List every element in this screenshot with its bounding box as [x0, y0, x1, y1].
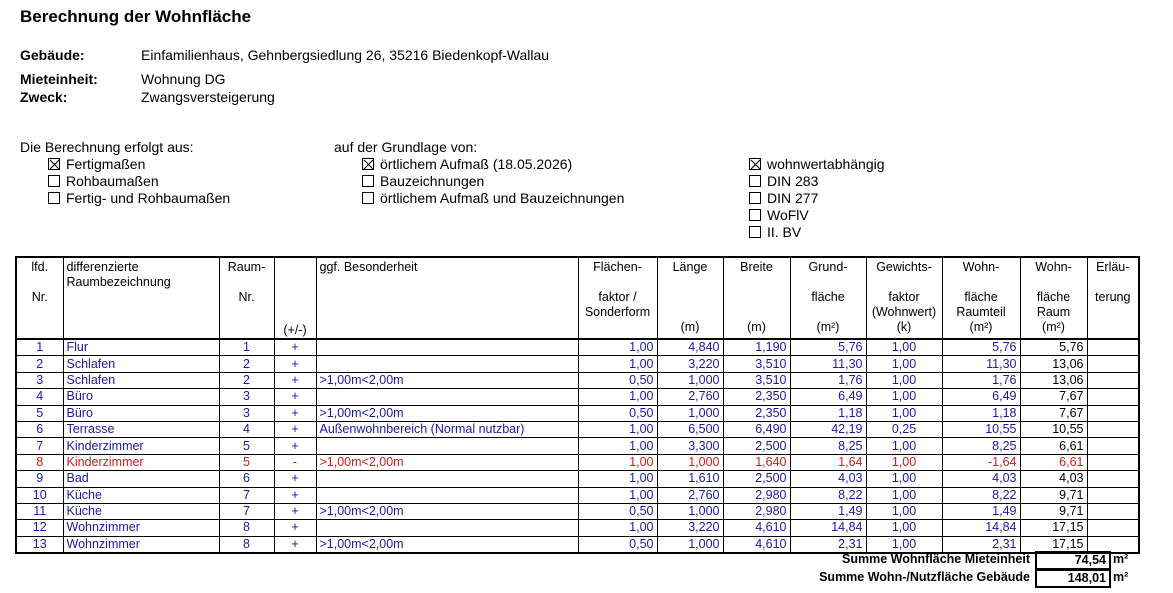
row-flaechenfaktor: 1,00	[578, 421, 657, 437]
row-bezeichnung: Flur	[63, 339, 219, 356]
row-besonderheit: >1,00m<2,00m	[316, 536, 578, 553]
row-bezeichnung: Kinderzimmer	[63, 454, 219, 470]
zweck-value: Zwangsversteigerung	[141, 89, 275, 105]
row-flaechenfaktor: 1,00	[578, 356, 657, 372]
row-laenge: 1,000	[657, 372, 723, 388]
table-row	[16, 421, 1139, 437]
row-erlaeuterung	[1087, 438, 1139, 454]
row-plus-minus: +	[274, 389, 316, 405]
row-flaechenfaktor: 0,50	[578, 372, 657, 388]
row-bezeichnung: Küche	[63, 503, 219, 519]
row-wohnflaeche-raumteil: 4,03	[942, 471, 1020, 487]
row-wohnflaeche-raumteil: 1,49	[942, 503, 1020, 519]
table-row	[16, 339, 1139, 356]
row-plus-minus: +	[274, 339, 316, 356]
row-wohnflaeche-raum: 4,03	[1020, 471, 1087, 487]
row-laenge: 4,840	[657, 339, 723, 356]
row-plus-minus: +	[274, 356, 316, 372]
basis-options	[48, 155, 230, 206]
row-plus-minus: +	[274, 438, 316, 454]
checkbox-iibv[interactable]: II. BV	[749, 223, 885, 240]
row-nr: 10	[16, 487, 63, 503]
row-erlaeuterung	[1087, 520, 1139, 536]
row-nr: 2	[16, 356, 63, 372]
mieteinheit-label: Mieteinheit:	[20, 71, 98, 87]
grundlage-options	[362, 155, 624, 206]
row-gewichtsfaktor: 1,00	[866, 372, 942, 388]
summe-mieteinheit-unit: m²	[1113, 552, 1129, 566]
row-wohnflaeche-raum: 9,71	[1020, 487, 1087, 503]
row-breite: 2,500	[723, 438, 790, 454]
row-gewichtsfaktor: 1,00	[866, 471, 942, 487]
gebaeude-value: Einfamilienhaus, Gehnbergsiedlung 26, 35216 Biedenkopf-Wallau	[141, 47, 550, 63]
checkbox-aufmass-bauzeichnungen[interactable]: örtlichem Aufmaß und Bauzeichnungen	[362, 189, 624, 206]
checkbox-din283[interactable]: DIN 283	[749, 172, 885, 189]
page-title: Berechnung der Wohnfläche	[20, 7, 252, 26]
header-flaechenfaktor: Flächen- faktor / Sonderform	[578, 257, 657, 339]
row-gewichtsfaktor: 1,00	[866, 454, 942, 470]
header-bezeichnung: differenzierte Raumbezeichnung	[63, 257, 219, 339]
grundlage-heading: auf der Grundlage von:	[334, 139, 478, 155]
header-breite: Breite (m)	[723, 257, 790, 339]
row-wohnflaeche-raumteil: 11,30	[942, 356, 1020, 372]
header-nr: lfd. Nr.	[16, 257, 63, 339]
row-gewichtsfaktor: 1,00	[866, 356, 942, 372]
row-laenge: 1,000	[657, 536, 723, 553]
row-grundflaeche: 1,64	[790, 454, 866, 470]
checkbox-din277[interactable]: DIN 277	[749, 189, 885, 206]
basis-heading: Die Berechnung erfolgt aus:	[20, 139, 194, 155]
row-breite: 1,640	[723, 454, 790, 470]
mieteinheit-value: Wohnung DG	[141, 71, 226, 87]
row-wohnflaeche-raum: 7,67	[1020, 405, 1087, 421]
row-raum-nr: 5	[219, 454, 274, 470]
row-wohnflaeche-raum: 9,71	[1020, 503, 1087, 519]
gebaeude-label: Gebäude:	[20, 47, 85, 63]
row-laenge: 3,220	[657, 520, 723, 536]
row-raum-nr: 3	[219, 405, 274, 421]
header-raum-nr: Raum- Nr.	[219, 257, 274, 339]
row-bezeichnung: Küche	[63, 487, 219, 503]
row-plus-minus: +	[274, 536, 316, 553]
checkbox-bauzeichnungen[interactable]: Bauzeichnungen	[362, 172, 624, 189]
row-raum-nr: 4	[219, 421, 274, 437]
row-grundflaeche: 1,76	[790, 372, 866, 388]
row-erlaeuterung	[1087, 339, 1139, 356]
row-gewichtsfaktor: 0,25	[866, 421, 942, 437]
row-flaechenfaktor: 1,00	[578, 339, 657, 356]
table-row	[16, 405, 1139, 421]
row-laenge: 1,000	[657, 503, 723, 519]
row-grundflaeche: 1,18	[790, 405, 866, 421]
row-wohnflaeche-raum: 10,55	[1020, 421, 1087, 437]
checkbox-icon	[749, 209, 761, 221]
row-laenge: 2,760	[657, 389, 723, 405]
checkbox-woflv[interactable]: WoFlV	[749, 206, 885, 223]
row-flaechenfaktor: 1,00	[578, 438, 657, 454]
row-wohnflaeche-raumteil: 2,31	[942, 536, 1020, 553]
row-besonderheit: >1,00m<2,00m	[316, 405, 578, 421]
row-nr: 1	[16, 339, 63, 356]
row-wohnflaeche-raumteil: 1,76	[942, 372, 1020, 388]
row-besonderheit	[316, 487, 578, 503]
row-breite: 3,510	[723, 356, 790, 372]
row-plus-minus: +	[274, 405, 316, 421]
row-plus-minus: +	[274, 372, 316, 388]
checkbox-icon	[749, 192, 761, 204]
row-besonderheit: >1,00m<2,00m	[316, 454, 578, 470]
row-raum-nr: 8	[219, 520, 274, 536]
row-breite: 2,500	[723, 471, 790, 487]
row-plus-minus: +	[274, 487, 316, 503]
row-bezeichnung: Schlafen	[63, 372, 219, 388]
row-wohnflaeche-raum: 6,61	[1020, 438, 1087, 454]
row-grundflaeche: 14,84	[790, 520, 866, 536]
checkbox-icon	[48, 175, 60, 187]
header-plus-minus: (+/-)	[274, 257, 316, 339]
row-bezeichnung: Terrasse	[63, 421, 219, 437]
norm-options	[749, 155, 885, 240]
row-grundflaeche: 8,25	[790, 438, 866, 454]
row-wohnflaeche-raum: 5,76	[1020, 339, 1087, 356]
row-raum-nr: 2	[219, 356, 274, 372]
header-besonderheit: ggf. Besonderheit	[316, 257, 578, 339]
row-flaechenfaktor: 0,50	[578, 536, 657, 553]
row-flaechenfaktor: 1,00	[578, 471, 657, 487]
table-row	[16, 438, 1139, 454]
row-breite: 4,610	[723, 520, 790, 536]
row-besonderheit	[316, 471, 578, 487]
row-erlaeuterung	[1087, 356, 1139, 372]
row-bezeichnung: Wohnzimmer	[63, 520, 219, 536]
row-nr: 7	[16, 438, 63, 454]
row-grundflaeche: 8,22	[790, 487, 866, 503]
row-wohnflaeche-raum: 17,15	[1020, 536, 1087, 553]
row-raum-nr: 2	[219, 372, 274, 388]
row-grundflaeche: 4,03	[790, 471, 866, 487]
table-row	[16, 454, 1139, 470]
row-gewichtsfaktor: 1,00	[866, 339, 942, 356]
row-erlaeuterung	[1087, 389, 1139, 405]
row-nr: 3	[16, 372, 63, 388]
checkbox-icon	[362, 175, 374, 187]
checkbox-aufmass[interactable]: örtlichem Aufmaß (18.05.2026)	[362, 155, 624, 172]
row-plus-minus: +	[274, 421, 316, 437]
table-row	[16, 356, 1139, 372]
row-breite: 2,980	[723, 503, 790, 519]
table-body	[16, 339, 1139, 553]
summe-gebaeude-unit: m²	[1113, 570, 1129, 584]
header-gewichtsfaktor: Gewichts- faktor (Wohnwert) (k)	[866, 257, 942, 339]
row-bezeichnung: Kinderzimmer	[63, 438, 219, 454]
checkbox-fertig-rohbaumasse[interactable]: Fertig- und Rohbaumaßen	[48, 189, 230, 206]
table-row	[16, 520, 1139, 536]
row-gewichtsfaktor: 1,00	[866, 520, 942, 536]
row-plus-minus: -	[274, 454, 316, 470]
row-erlaeuterung	[1087, 405, 1139, 421]
header-wohnflaeche-raumteil: Wohn- fläche Raumteil (m²)	[942, 257, 1020, 339]
row-gewichtsfaktor: 1,00	[866, 389, 942, 405]
row-besonderheit	[316, 339, 578, 356]
header-wohnflaeche-raum: Wohn- fläche Raum (m²)	[1020, 257, 1087, 339]
table-row	[16, 372, 1139, 388]
row-grundflaeche: 2,31	[790, 536, 866, 553]
row-nr: 9	[16, 471, 63, 487]
row-nr: 12	[16, 520, 63, 536]
row-nr: 13	[16, 536, 63, 553]
row-breite: 2,350	[723, 389, 790, 405]
row-flaechenfaktor: 0,50	[578, 503, 657, 519]
row-wohnflaeche-raum: 6,61	[1020, 454, 1087, 470]
row-bezeichnung: Schlafen	[63, 356, 219, 372]
table-row	[16, 471, 1139, 487]
row-erlaeuterung	[1087, 471, 1139, 487]
row-wohnflaeche-raumteil: 6,49	[942, 389, 1020, 405]
row-laenge: 3,220	[657, 356, 723, 372]
row-erlaeuterung	[1087, 372, 1139, 388]
row-wohnflaeche-raum: 13,06	[1020, 356, 1087, 372]
row-wohnflaeche-raumteil: 1,18	[942, 405, 1020, 421]
checkbox-rohbaumasse[interactable]: Rohbaumaßen	[48, 172, 230, 189]
table-row	[16, 487, 1139, 503]
row-bezeichnung: Bad	[63, 471, 219, 487]
row-flaechenfaktor: 0,50	[578, 405, 657, 421]
row-besonderheit: Außenwohnbereich (Normal nutzbar)	[316, 421, 578, 437]
row-raum-nr: 1	[219, 339, 274, 356]
row-nr: 11	[16, 503, 63, 519]
row-wohnflaeche-raum: 13,06	[1020, 372, 1087, 388]
checkbox-icon	[749, 226, 761, 238]
row-grundflaeche: 1,49	[790, 503, 866, 519]
checkbox-icon	[749, 158, 761, 170]
row-flaechenfaktor: 1,00	[578, 389, 657, 405]
row-raum-nr: 7	[219, 503, 274, 519]
row-bezeichnung: Wohnzimmer	[63, 536, 219, 553]
row-raum-nr: 7	[219, 487, 274, 503]
row-breite: 2,350	[723, 405, 790, 421]
checkbox-icon	[362, 192, 374, 204]
checkbox-icon	[749, 175, 761, 187]
row-nr: 4	[16, 389, 63, 405]
row-wohnflaeche-raumteil: 5,76	[942, 339, 1020, 356]
row-gewichtsfaktor: 1,00	[866, 503, 942, 519]
row-laenge: 1,610	[657, 471, 723, 487]
row-besonderheit	[316, 438, 578, 454]
row-gewichtsfaktor: 1,00	[866, 487, 942, 503]
summe-gebaeude-label: Summe Wohn-/Nutzfläche Gebäude	[819, 570, 1030, 584]
row-wohnflaeche-raum: 7,67	[1020, 389, 1087, 405]
row-erlaeuterung	[1087, 421, 1139, 437]
row-breite: 3,510	[723, 372, 790, 388]
header-grundflaeche: Grund- fläche (m²)	[790, 257, 866, 339]
row-gewichtsfaktor: 1,00	[866, 438, 942, 454]
row-erlaeuterung	[1087, 487, 1139, 503]
row-plus-minus: +	[274, 520, 316, 536]
checkbox-icon	[362, 158, 374, 170]
row-laenge: 3,300	[657, 438, 723, 454]
row-nr: 8	[16, 454, 63, 470]
row-nr: 5	[16, 405, 63, 421]
row-erlaeuterung	[1087, 454, 1139, 470]
row-breite: 6,490	[723, 421, 790, 437]
checkbox-wohnwertabhaengig[interactable]: wohnwertabhängig	[749, 155, 885, 172]
row-wohnflaeche-raumteil: 8,25	[942, 438, 1020, 454]
row-wohnflaeche-raumteil: 10,55	[942, 421, 1020, 437]
row-plus-minus: +	[274, 471, 316, 487]
row-besonderheit	[316, 520, 578, 536]
row-raum-nr: 8	[219, 536, 274, 553]
row-wohnflaeche-raum: 17,15	[1020, 520, 1087, 536]
row-gewichtsfaktor: 1,00	[866, 405, 942, 421]
table-row	[16, 503, 1139, 519]
row-laenge: 2,760	[657, 487, 723, 503]
row-grundflaeche: 11,30	[790, 356, 866, 372]
row-laenge: 1,000	[657, 454, 723, 470]
row-raum-nr: 3	[219, 389, 274, 405]
row-grundflaeche: 5,76	[790, 339, 866, 356]
row-flaechenfaktor: 1,00	[578, 520, 657, 536]
row-erlaeuterung	[1087, 503, 1139, 519]
row-bezeichnung: Büro	[63, 405, 219, 421]
checkbox-fertigmasse[interactable]: Fertigmaßen	[48, 155, 230, 172]
row-breite: 1,190	[723, 339, 790, 356]
table-row	[16, 536, 1139, 553]
header-erlaeuterung: Erläu- terung	[1087, 257, 1139, 339]
row-wohnflaeche-raumteil: 8,22	[942, 487, 1020, 503]
row-besonderheit	[316, 356, 578, 372]
row-bezeichnung: Büro	[63, 389, 219, 405]
header-laenge: Länge (m)	[657, 257, 723, 339]
summe-gebaeude-value: 148,01	[1035, 569, 1111, 588]
row-plus-minus: +	[274, 503, 316, 519]
summe-mieteinheit-value: 74,54	[1035, 551, 1111, 570]
row-besonderheit	[316, 389, 578, 405]
row-nr: 6	[16, 421, 63, 437]
checkbox-icon	[48, 158, 60, 170]
checkbox-icon	[48, 192, 60, 204]
row-raum-nr: 5	[219, 438, 274, 454]
row-laenge: 6,500	[657, 421, 723, 437]
table-header-row	[16, 257, 1139, 339]
zweck-label: Zweck:	[20, 89, 68, 105]
row-breite: 2,980	[723, 487, 790, 503]
row-wohnflaeche-raumteil: 14,84	[942, 520, 1020, 536]
row-besonderheit: >1,00m<2,00m	[316, 372, 578, 388]
row-gewichtsfaktor: 1,00	[866, 536, 942, 553]
row-flaechenfaktor: 1,00	[578, 454, 657, 470]
row-raum-nr: 6	[219, 471, 274, 487]
row-flaechenfaktor: 1,00	[578, 487, 657, 503]
wohnflaeche-table	[15, 256, 1140, 554]
row-grundflaeche: 6,49	[790, 389, 866, 405]
row-grundflaeche: 42,19	[790, 421, 866, 437]
row-laenge: 1,000	[657, 405, 723, 421]
row-breite: 4,610	[723, 536, 790, 553]
summe-mieteinheit-label: Summe Wohnfläche Mieteinheit	[842, 552, 1030, 566]
row-besonderheit: >1,00m<2,00m	[316, 503, 578, 519]
table-row	[16, 389, 1139, 405]
row-wohnflaeche-raumteil: -1,64	[942, 454, 1020, 470]
